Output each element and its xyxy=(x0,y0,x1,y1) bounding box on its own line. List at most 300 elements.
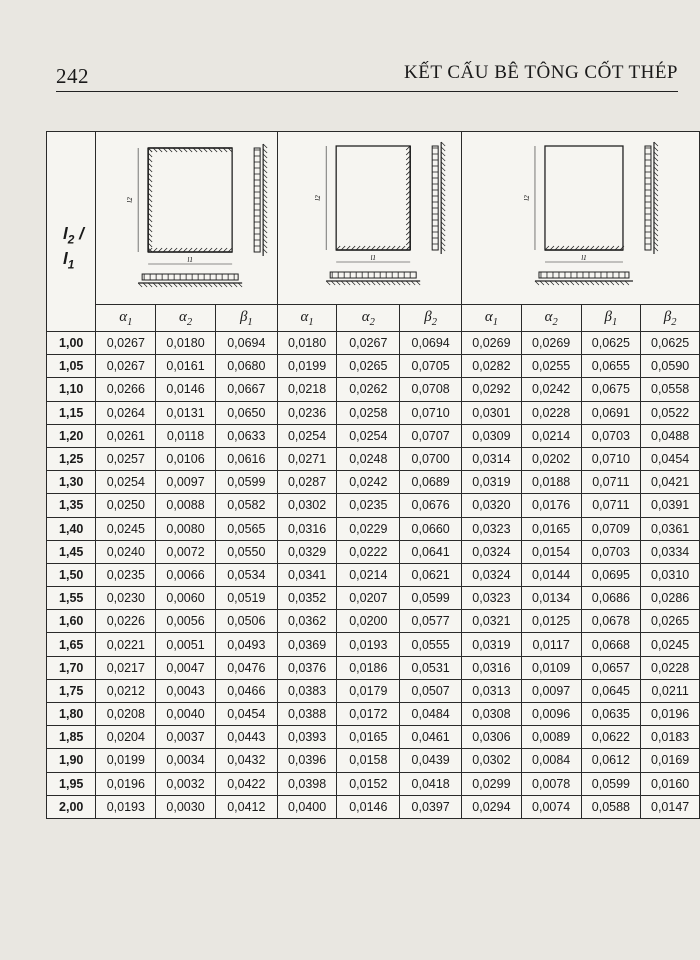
hatch-mark xyxy=(149,283,153,287)
coefficient-cell: 0,0565 xyxy=(215,517,277,540)
column-header: $\beta_1$ xyxy=(581,305,641,332)
coefficient-cell: 0,0066 xyxy=(156,563,216,586)
hatch-mark xyxy=(194,283,198,287)
coefficient-cell: 0,0257 xyxy=(96,447,156,470)
coefficient-cell: 0,0616 xyxy=(215,447,277,470)
coefficient-cell: 0,0412 xyxy=(215,795,277,818)
hatch-mark xyxy=(346,281,350,285)
coefficient-cell: 0,0396 xyxy=(277,749,337,772)
coefficient-cell: 0,0612 xyxy=(581,749,641,772)
coefficient-cell: 0,0323 xyxy=(462,517,522,540)
coefficient-cell: 0,0240 xyxy=(96,540,156,563)
slab-outline xyxy=(545,146,623,250)
coefficient-cell: 0,0218 xyxy=(277,378,337,401)
coefficient-cell: 0,0439 xyxy=(400,749,462,772)
coefficient-cell: 0,0222 xyxy=(337,540,400,563)
coefficient-cell: 0,0267 xyxy=(96,332,156,355)
dimension-label-l1: l1 xyxy=(370,254,376,262)
coefficient-cell: 0,0056 xyxy=(156,610,216,633)
hatch-mark xyxy=(441,217,445,221)
coefficient-cell: 0,0060 xyxy=(156,587,216,610)
strip-beam xyxy=(645,146,651,250)
table-row xyxy=(47,610,700,633)
coefficient-cell: 0,0657 xyxy=(581,656,641,679)
coefficient-cell: 0,0376 xyxy=(277,656,337,679)
hatch-mark xyxy=(264,159,268,163)
hatch-mark xyxy=(615,281,619,285)
table-row xyxy=(47,332,700,355)
hatch-mark xyxy=(441,242,445,246)
coefficient-cell: 0,0558 xyxy=(641,378,700,401)
ratio-header-label: $l_2$ / $l_1$ xyxy=(63,224,84,272)
coefficient-cell: 0,0308 xyxy=(462,703,522,726)
coefficient-cell: 0,0193 xyxy=(337,633,400,656)
hatch-mark xyxy=(264,214,268,218)
hatch-mark xyxy=(441,172,445,176)
coefficient-cell: 0,0711 xyxy=(581,494,641,517)
hatch-mark xyxy=(144,283,148,287)
coefficient-cell: 0,0534 xyxy=(215,563,277,586)
coefficient-cell: 0,0321 xyxy=(462,610,522,633)
table-row xyxy=(47,447,700,470)
coefficient-cell: 0,0316 xyxy=(462,656,522,679)
hatch-mark xyxy=(585,281,589,285)
hatch-mark xyxy=(264,194,268,198)
coefficient-cell: 0,0228 xyxy=(521,401,581,424)
ratio-cell: 1,95 xyxy=(47,772,96,795)
hatch-mark xyxy=(264,219,268,223)
coefficient-cell: 0,0229 xyxy=(337,517,400,540)
coefficient-cell: 0,0034 xyxy=(156,749,216,772)
table-row xyxy=(47,587,700,610)
coefficient-cell: 0,0316 xyxy=(277,517,337,540)
coefficient-cell: 0,0230 xyxy=(96,587,156,610)
slab-diagram-case-3 xyxy=(462,132,699,304)
hatch-mark xyxy=(371,281,375,285)
hatch-mark xyxy=(139,283,143,287)
table-row xyxy=(47,471,700,494)
coefficient-cell: 0,0254 xyxy=(96,471,156,494)
hatch-mark xyxy=(264,164,268,168)
hatch-mark xyxy=(264,179,268,183)
hatch-mark xyxy=(169,283,173,287)
coefficient-cell: 0,0432 xyxy=(215,749,277,772)
coefficient-cell: 0,0242 xyxy=(521,378,581,401)
coefficient-cell: 0,0245 xyxy=(96,517,156,540)
coefficient-cell: 0,0258 xyxy=(337,401,400,424)
coefficient-cell: 0,0484 xyxy=(400,703,462,726)
coefficient-cell: 0,0310 xyxy=(641,563,700,586)
hatch-mark xyxy=(545,281,549,285)
hatch-mark xyxy=(575,281,579,285)
table-row xyxy=(47,795,700,818)
coefficient-cell: 0,0154 xyxy=(521,540,581,563)
coefficient-cell: 0,0522 xyxy=(641,401,700,424)
coefficient-cell: 0,0703 xyxy=(581,424,641,447)
slab-outline xyxy=(149,148,233,252)
coefficient-cell: 0,0097 xyxy=(156,471,216,494)
coefficient-cell: 0,0710 xyxy=(581,447,641,470)
coefficient-cell: 0,0369 xyxy=(277,633,337,656)
coefficient-cell: 0,0306 xyxy=(462,726,522,749)
hatch-mark xyxy=(264,199,268,203)
ratio-cell: 1,80 xyxy=(47,703,96,726)
coefficient-cell: 0,0211 xyxy=(641,679,700,702)
slab-diagram-case-1 xyxy=(96,132,276,304)
coefficient-cell: 0,0254 xyxy=(277,424,337,447)
ratio-cell: 1,15 xyxy=(47,401,96,424)
coefficient-cell: 0,0599 xyxy=(400,587,462,610)
coefficient-cell: 0,0476 xyxy=(215,656,277,679)
ratio-cell: 1,20 xyxy=(47,424,96,447)
coefficient-cell: 0,0422 xyxy=(215,772,277,795)
coefficient-cell: 0,0269 xyxy=(521,332,581,355)
hatch-mark xyxy=(570,281,574,285)
coefficient-cell: 0,0096 xyxy=(521,703,581,726)
coefficient-cell: 0,0329 xyxy=(277,540,337,563)
hatch-mark xyxy=(441,237,445,241)
hatch-mark xyxy=(441,222,445,226)
coefficient-cell: 0,0208 xyxy=(96,703,156,726)
coefficient-cell: 0,0678 xyxy=(581,610,641,633)
coefficient-cell: 0,0267 xyxy=(337,332,400,355)
hatch-mark xyxy=(441,182,445,186)
hatch-mark xyxy=(441,192,445,196)
coefficient-cell: 0,0245 xyxy=(641,633,700,656)
symbol-header-row xyxy=(47,305,700,332)
hatch-mark xyxy=(441,197,445,201)
hatch-mark xyxy=(264,249,268,253)
coefficient-cell: 0,0084 xyxy=(521,749,581,772)
coefficient-cell: 0,0708 xyxy=(400,378,462,401)
coefficient-cell: 0,0134 xyxy=(521,587,581,610)
table-row xyxy=(47,355,700,378)
coefficient-cell: 0,0645 xyxy=(581,679,641,702)
hatch-mark xyxy=(441,247,445,251)
coefficient-cell: 0,0689 xyxy=(400,471,462,494)
coefficient-cell: 0,0466 xyxy=(215,679,277,702)
diagram-row xyxy=(47,132,700,305)
ratio-cell: 1,00 xyxy=(47,332,96,355)
coefficient-cell: 0,0302 xyxy=(277,494,337,517)
ratio-cell: 1,40 xyxy=(47,517,96,540)
coefficient-cell: 0,0292 xyxy=(462,378,522,401)
coefficient-cell: 0,0599 xyxy=(215,471,277,494)
hatch-mark xyxy=(610,281,614,285)
column-header: $\alpha_1$ xyxy=(96,305,156,332)
coefficient-cell: 0,0319 xyxy=(462,471,522,494)
coefficient-cell: 0,0625 xyxy=(641,332,700,355)
dimension-label-l2: l2 xyxy=(523,195,532,201)
coefficient-cell: 0,0454 xyxy=(215,703,277,726)
hatch-mark xyxy=(204,283,208,287)
coefficient-cell: 0,0109 xyxy=(521,656,581,679)
hatch-mark xyxy=(441,167,445,171)
hatch-mark xyxy=(441,157,445,161)
coefficient-cell: 0,0089 xyxy=(521,726,581,749)
coefficient-cell: 0,0588 xyxy=(581,795,641,818)
coefficient-cell: 0,0183 xyxy=(641,726,700,749)
table-row xyxy=(47,563,700,586)
coefficient-cell: 0,0383 xyxy=(277,679,337,702)
coefficient-cell: 0,0117 xyxy=(521,633,581,656)
ratio-cell: 1,30 xyxy=(47,471,96,494)
coefficient-cell: 0,0255 xyxy=(521,355,581,378)
coefficient-cell: 0,0493 xyxy=(215,633,277,656)
column-header: $\beta_2$ xyxy=(641,305,700,332)
coefficient-cell: 0,0709 xyxy=(581,517,641,540)
coefficient-cell: 0,0172 xyxy=(337,703,400,726)
hatch-mark xyxy=(441,187,445,191)
coefficient-cell: 0,0131 xyxy=(156,401,216,424)
ratio-cell: 1,35 xyxy=(47,494,96,517)
hatch-mark xyxy=(336,281,340,285)
hatch-mark xyxy=(264,204,268,208)
table-row xyxy=(47,517,700,540)
slab-outline xyxy=(336,146,410,250)
coefficient-cell: 0,0180 xyxy=(156,332,216,355)
coefficient-cell: 0,0531 xyxy=(400,656,462,679)
coefficient-cell: 0,0660 xyxy=(400,517,462,540)
coefficient-cell: 0,0341 xyxy=(277,563,337,586)
hatch-mark xyxy=(411,281,415,285)
hatch-mark xyxy=(264,154,268,158)
coefficient-cell: 0,0388 xyxy=(277,703,337,726)
coefficient-cell: 0,0443 xyxy=(215,726,277,749)
coefficient-cell: 0,0158 xyxy=(337,749,400,772)
coefficient-cell: 0,0051 xyxy=(156,633,216,656)
diagram-cell-case-1 xyxy=(96,132,277,305)
coefficient-cell: 0,0421 xyxy=(641,471,700,494)
coefficient-cell: 0,0650 xyxy=(215,401,277,424)
strip-beam xyxy=(330,272,416,278)
coefficient-cell: 0,0266 xyxy=(96,378,156,401)
table-row xyxy=(47,656,700,679)
hatch-mark xyxy=(229,283,233,287)
hatch-mark xyxy=(351,281,355,285)
coefficient-cell: 0,0072 xyxy=(156,540,216,563)
column-header: $\alpha_2$ xyxy=(521,305,581,332)
hatch-mark xyxy=(264,189,268,193)
hatch-mark xyxy=(264,244,268,248)
hatch-mark xyxy=(214,283,218,287)
hatch-mark xyxy=(441,142,445,146)
coefficient-cell: 0,0695 xyxy=(581,563,641,586)
hatch-mark xyxy=(264,234,268,238)
coefficient-cell: 0,0074 xyxy=(521,795,581,818)
coefficient-cell: 0,0228 xyxy=(641,656,700,679)
table-row xyxy=(47,378,700,401)
hatch-mark xyxy=(396,281,400,285)
ratio-header-cell xyxy=(47,132,96,332)
coefficient-cell: 0,0235 xyxy=(96,563,156,586)
coefficient-cell: 0,0507 xyxy=(400,679,462,702)
hatch-mark xyxy=(625,281,629,285)
hatch-mark xyxy=(234,283,238,287)
hatch-mark xyxy=(264,184,268,188)
coefficient-cell: 0,0313 xyxy=(462,679,522,702)
coefficient-cell: 0,0667 xyxy=(215,378,277,401)
coefficient-cell: 0,0691 xyxy=(581,401,641,424)
ratio-cell: 1,70 xyxy=(47,656,96,679)
coefficient-cell: 0,0199 xyxy=(96,749,156,772)
coefficient-cell: 0,0264 xyxy=(96,401,156,424)
hatch-mark xyxy=(209,283,213,287)
hatch-mark xyxy=(416,281,420,285)
coefficient-cell: 0,0200 xyxy=(337,610,400,633)
table-row xyxy=(47,633,700,656)
coefficient-cell: 0,0710 xyxy=(400,401,462,424)
coefficient-cell: 0,0080 xyxy=(156,517,216,540)
coefficient-cell: 0,0199 xyxy=(277,355,337,378)
coefficient-cell: 0,0261 xyxy=(96,424,156,447)
coefficient-cell: 0,0555 xyxy=(400,633,462,656)
hatch-mark xyxy=(441,162,445,166)
coefficient-cell: 0,0655 xyxy=(581,355,641,378)
coefficient-cell: 0,0700 xyxy=(400,447,462,470)
coefficient-cell: 0,0088 xyxy=(156,494,216,517)
coefficient-table xyxy=(46,131,700,819)
coefficient-cell: 0,0676 xyxy=(400,494,462,517)
coefficient-cell: 0,0694 xyxy=(400,332,462,355)
hatch-mark xyxy=(189,283,193,287)
hatch-mark xyxy=(341,281,345,285)
hatch-mark xyxy=(174,283,178,287)
hatch-mark xyxy=(154,283,158,287)
hatch-mark xyxy=(264,224,268,228)
slab-diagram-case-2 xyxy=(278,132,461,304)
column-header: $\alpha_1$ xyxy=(462,305,522,332)
coefficient-cell: 0,0179 xyxy=(337,679,400,702)
ratio-cell: 1,45 xyxy=(47,540,96,563)
hatch-mark xyxy=(555,281,559,285)
ratio-cell: 1,65 xyxy=(47,633,96,656)
hatch-mark xyxy=(224,283,228,287)
coefficient-cell: 0,0635 xyxy=(581,703,641,726)
ratio-cell: 1,55 xyxy=(47,587,96,610)
column-header: $\beta_1$ xyxy=(215,305,277,332)
column-header: $\beta_2$ xyxy=(400,305,462,332)
table-row xyxy=(47,772,700,795)
coefficient-cell: 0,0118 xyxy=(156,424,216,447)
header-rule xyxy=(56,91,678,92)
ratio-cell: 1,60 xyxy=(47,610,96,633)
coefficient-cell: 0,0705 xyxy=(400,355,462,378)
dimension-label-l1: l1 xyxy=(581,254,587,262)
hatch-mark xyxy=(441,232,445,236)
dimension-label-l1: l1 xyxy=(187,256,194,264)
coefficient-cell: 0,0226 xyxy=(96,610,156,633)
hatch-mark xyxy=(159,283,163,287)
dimension-label-l2: l2 xyxy=(126,197,135,203)
coefficient-cell: 0,0622 xyxy=(581,726,641,749)
coefficient-cell: 0,0519 xyxy=(215,587,277,610)
coefficient-cell: 0,0047 xyxy=(156,656,216,679)
coefficient-cell: 0,0165 xyxy=(337,726,400,749)
coefficient-cell: 0,0165 xyxy=(521,517,581,540)
coefficient-cell: 0,0248 xyxy=(337,447,400,470)
ratio-cell: 1,05 xyxy=(47,355,96,378)
coefficient-cell: 0,0711 xyxy=(581,471,641,494)
coefficient-cell: 0,0160 xyxy=(641,772,700,795)
hatch-mark xyxy=(441,177,445,181)
hatch-mark xyxy=(184,283,188,287)
table-row xyxy=(47,703,700,726)
coefficient-cell: 0,0176 xyxy=(521,494,581,517)
coefficient-cell: 0,0214 xyxy=(337,563,400,586)
coefficient-cell: 0,0043 xyxy=(156,679,216,702)
coefficient-cell: 0,0269 xyxy=(462,332,522,355)
coefficient-cell: 0,0352 xyxy=(277,587,337,610)
coefficient-cell: 0,0254 xyxy=(337,424,400,447)
coefficient-cell: 0,0686 xyxy=(581,587,641,610)
coefficient-cell: 0,0324 xyxy=(462,540,522,563)
ratio-cell: 1,75 xyxy=(47,679,96,702)
hatch-mark xyxy=(595,281,599,285)
coefficient-cell: 0,0204 xyxy=(96,726,156,749)
coefficient-cell: 0,0180 xyxy=(277,332,337,355)
coefficient-cell: 0,0324 xyxy=(462,563,522,586)
running-title: KẾT CẤU BÊ TÔNG CỐT THÉP xyxy=(404,62,678,83)
coefficient-cell: 0,0668 xyxy=(581,633,641,656)
strip-beam xyxy=(432,146,438,250)
hatch-mark xyxy=(376,281,380,285)
coefficient-cell: 0,0262 xyxy=(337,378,400,401)
dimension-label-l2: l2 xyxy=(313,195,322,201)
hatch-mark xyxy=(535,281,539,285)
coefficient-cell: 0,0320 xyxy=(462,494,522,517)
coefficient-cell: 0,0097 xyxy=(521,679,581,702)
coefficient-cell: 0,0125 xyxy=(521,610,581,633)
coefficient-cell: 0,0032 xyxy=(156,772,216,795)
coefficient-cell: 0,0196 xyxy=(641,703,700,726)
coefficient-cell: 0,0418 xyxy=(400,772,462,795)
hatch-mark xyxy=(620,281,624,285)
hatch-mark xyxy=(441,207,445,211)
coefficient-cell: 0,0271 xyxy=(277,447,337,470)
table-row xyxy=(47,679,700,702)
hatch-mark xyxy=(590,281,594,285)
hatch-mark xyxy=(441,227,445,231)
hatch-mark xyxy=(386,281,390,285)
coefficient-cell: 0,0391 xyxy=(641,494,700,517)
hatch-mark xyxy=(401,281,405,285)
coefficient-cell: 0,0302 xyxy=(462,749,522,772)
coefficient-cell: 0,0314 xyxy=(462,447,522,470)
hatch-mark xyxy=(560,281,564,285)
coefficient-cell: 0,0212 xyxy=(96,679,156,702)
coefficient-cell: 0,0146 xyxy=(156,378,216,401)
coefficient-cell: 0,0152 xyxy=(337,772,400,795)
ratio-cell: 1,25 xyxy=(47,447,96,470)
ratio-cell: 1,85 xyxy=(47,726,96,749)
coefficient-cell: 0,0040 xyxy=(156,703,216,726)
coefficient-cell: 0,0188 xyxy=(521,471,581,494)
coefficient-cell: 0,0397 xyxy=(400,795,462,818)
hatch-mark xyxy=(264,144,268,148)
ratio-cell: 1,10 xyxy=(47,378,96,401)
hatch-mark xyxy=(326,281,330,285)
coefficient-cell: 0,0169 xyxy=(641,749,700,772)
coefficient-cell: 0,0196 xyxy=(96,772,156,795)
coefficient-cell: 0,0621 xyxy=(400,563,462,586)
coefficient-cell: 0,0301 xyxy=(462,401,522,424)
coefficient-cell: 0,0294 xyxy=(462,795,522,818)
coefficient-cell: 0,0506 xyxy=(215,610,277,633)
coefficient-cell: 0,0267 xyxy=(96,355,156,378)
hatch-mark xyxy=(264,169,268,173)
coefficient-cell: 0,0146 xyxy=(337,795,400,818)
